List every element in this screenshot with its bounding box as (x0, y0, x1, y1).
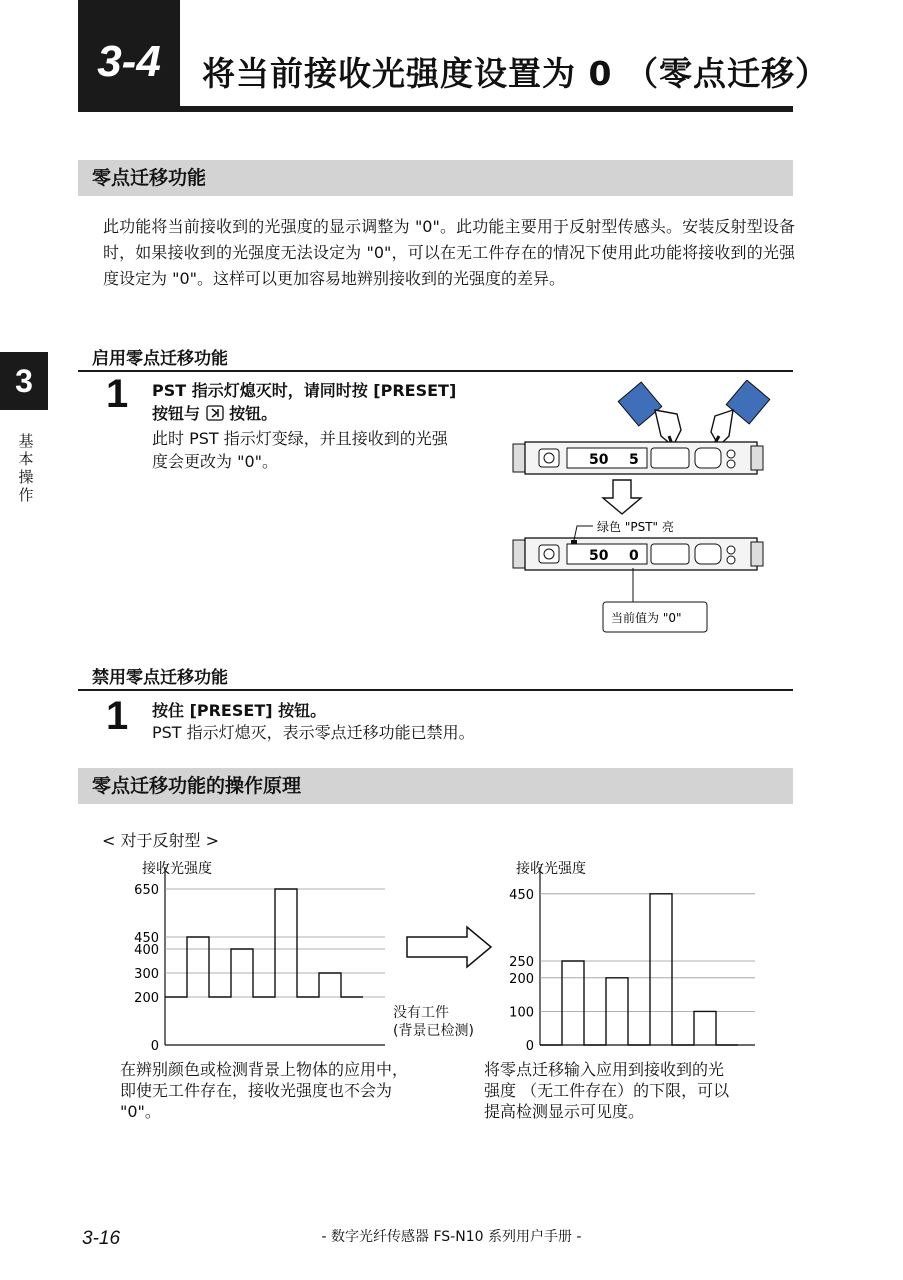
chart-0-ylabel: 接收光强度 (142, 861, 212, 877)
chart-1-tick-label: 0 (525, 1039, 534, 1054)
enable-step-title-part-a: 按钮与 (152, 404, 201, 423)
left-caption-line2: 即使无工件存在，接收光强度也不会为 (120, 1081, 393, 1100)
section-number: 3-4 (78, 0, 180, 112)
disable-step-body: PST 指示灯熄灭，表示零点迁移功能已禁用。 (152, 723, 475, 742)
section-title-rule (78, 106, 793, 112)
chart-1-tick-label: 450 (509, 887, 534, 903)
left-caption-line3: "0"。 (120, 1102, 161, 1121)
chart-0-tick-label: 200 (134, 991, 159, 1006)
chart-0-tick-label: 0 (150, 1039, 159, 1054)
chart-0-tick-label: 400 (134, 943, 159, 958)
value-callout-text: 当前值为 "0" (611, 611, 682, 625)
after-display-right: 0 (629, 548, 639, 564)
device-after (513, 538, 763, 570)
manual-title: - 数字光纤传感器 FS-N10 系列用户手册 - (321, 1229, 582, 1245)
right-caption (484, 1059, 729, 1122)
disable-step-number: 1 (106, 694, 129, 738)
enable-step-title-line1: PST 指示灯熄灭时，请同时按 [PRESET] (152, 381, 457, 400)
before-display-left: 50 (589, 452, 609, 468)
page-number: 3-16 (82, 1228, 121, 1249)
right-caption-line3: 提高检测显示可见度。 (484, 1102, 645, 1121)
left-caption (120, 1059, 408, 1122)
before-display-right: 5 (629, 452, 639, 468)
chart-0-tick-label: 650 (134, 883, 159, 898)
enable-step-body-line2: 度会更改为 "0"。 (152, 452, 278, 471)
device-figure (505, 380, 775, 640)
enable-step-title-part-b: 按钮。 (229, 404, 278, 423)
after-display-left: 50 (589, 548, 609, 564)
pst-callout-text: 绿色 "PST" 亮 (597, 520, 674, 534)
chart-1-tick-label: 100 (509, 1005, 534, 1021)
reflective-type-label: < 对于反射型 > (102, 831, 219, 850)
chart-1-tick-label: 200 (509, 971, 534, 987)
chart-0-tick-label: 450 (134, 931, 159, 946)
pst-indicator (571, 540, 577, 544)
chart-1-series-line (540, 894, 738, 1045)
down-arrow-icon (603, 480, 641, 514)
chart-before (100, 855, 400, 1060)
set-button-icon (206, 405, 224, 421)
disable-rule (78, 689, 793, 691)
chart-1-ylabel: 接收光强度 (516, 861, 586, 877)
chart-1-tick-label: 250 (509, 955, 534, 970)
disable-step-title: 按住 [PRESET] 按钮。 (152, 701, 327, 720)
enable-rule (78, 370, 793, 372)
zero-shift-heading: 零点迁移功能 (78, 160, 793, 196)
no-workpiece-note-line1: 没有工件 (393, 1005, 449, 1021)
chapter-tab: 3 (0, 352, 48, 410)
chart-0-series-line (165, 889, 363, 997)
device-before (513, 442, 763, 474)
no-workpiece-note (393, 1004, 474, 1040)
principle-heading: 零点迁移功能的操作原理 (78, 768, 793, 804)
enable-step-number: 1 (106, 372, 129, 416)
chart-0-tick-label: 300 (134, 967, 159, 982)
section-title: 将当前接收光强度设置为 0 （零点迁移） (202, 54, 829, 93)
right-caption-line2: 强度 （无工件存在）的下限，可以 (484, 1081, 730, 1100)
enable-heading: 启用零点迁移功能 (92, 349, 228, 369)
chart-after (480, 855, 770, 1060)
zero-shift-description: 此功能将当前接收到的光强度的显示调整为 "0"。此功能主要用于反射型传感头。安装反射型设备时，如果接收到的光强度无法设定为 "0"，可以在无工件存在的情况下使用此功能将接收到的光强度设定为 "0"。这样可以更加容易地辨别接收到的光强度的差异。 (103, 217, 795, 288)
enable-step-body-line1: 此时 PST 指示灯变绿，并且接收到的光强 (152, 429, 448, 448)
no-workpiece-note-line2: (背景已检测) (393, 1023, 474, 1039)
enable-step-title-line2 (152, 403, 277, 425)
chapter-tab-label: 基本操作 (18, 432, 34, 504)
right-caption-line1: 将零点迁移输入应用到接收到的光 (484, 1060, 725, 1079)
disable-heading: 禁用零点迁移功能 (92, 668, 228, 688)
right-arrow-icon (405, 925, 493, 969)
left-caption-line1: 在辨别颜色或检测背景上物体的应用中， (120, 1060, 409, 1079)
